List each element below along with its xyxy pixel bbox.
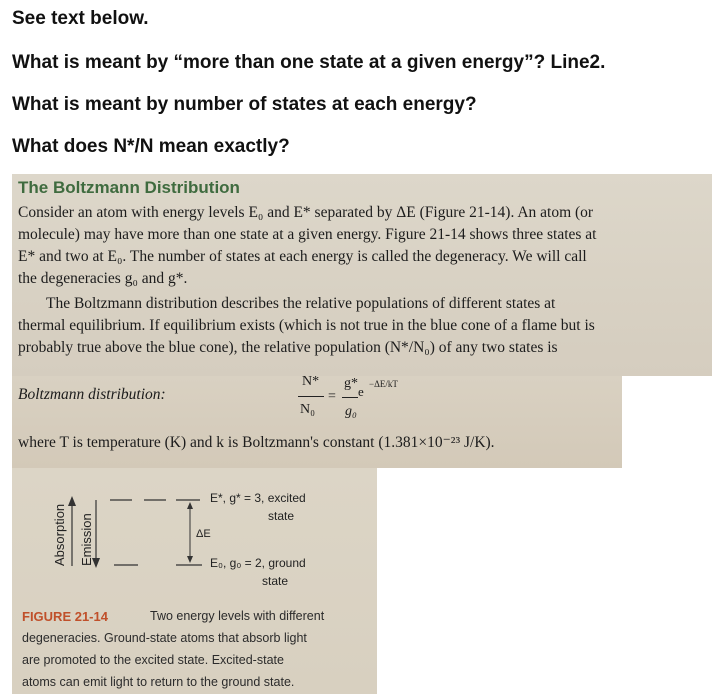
paragraph-line-3: E* and two at E₀. The number of states at each energy is called the degeneracy. We will call <box>18 248 587 265</box>
figure-caption-title: FIGURE 21-14 <box>22 609 108 624</box>
equation-exponential-base: e <box>358 384 364 399</box>
equation-denominator-right: g₀ <box>345 404 357 419</box>
question-3: What is meant by number of states at each energy? <box>12 94 477 115</box>
delta-e-arrowhead-top <box>187 502 193 509</box>
delta-e-label: ΔE <box>196 528 211 540</box>
figure-caption-line-1: Two energy levels with different <box>150 609 325 623</box>
figure-caption-line-2: degeneracies. Ground-state atoms that absorb light <box>22 631 307 645</box>
emission-label: Emission <box>79 513 94 566</box>
question-2: What is meant by “more than one state at a given energy”? Line2. <box>12 52 606 73</box>
paragraph-line-6: thermal equilibrium. If equilibrium exists (which is not true in the blue cone of a flame but is <box>18 317 595 334</box>
excited-state-label: E*, g* = 3, excited <box>210 491 306 505</box>
figure-caption-line-4: atoms can emit light to return to the ground state. <box>22 675 295 689</box>
question-4: What does N*/N mean exactly? <box>12 136 290 157</box>
paragraph-line-5: The Boltzmann distribution describes the relative populations of different states at <box>46 295 556 312</box>
equation-equals: = <box>328 389 336 404</box>
section-heading: The Boltzmann Distribution <box>18 178 240 197</box>
equation-denominator-left: N₀ <box>300 402 315 417</box>
ground-state-label: E₀, g₀ = 2, ground <box>210 556 306 570</box>
excited-state-label-2: state <box>268 509 295 523</box>
absorption-arrowhead <box>68 496 76 506</box>
question-1: See text below. <box>12 8 149 29</box>
equation-numerator-right: g* <box>344 376 358 391</box>
equation-numerator-left: N* <box>302 374 320 389</box>
equation-label: Boltzmann distribution: <box>18 386 166 403</box>
where-sentence: where T is temperature (K) and k is Boltzmann's constant (1.381×10⁻²³ J/K). <box>18 434 495 451</box>
absorption-label: Absorption <box>52 503 67 566</box>
paragraph-line-7: probably true above the blue cone), the relative population (N*/N₀) of any two states is <box>18 339 558 356</box>
paragraph-line-4: the degeneracies g₀ and g*. <box>18 270 188 287</box>
figure-caption-line-3: are promoted to the excited state. Excited-state <box>22 653 284 667</box>
delta-e-arrowhead-bottom <box>187 556 193 563</box>
equation-exponent: −ΔE/kT <box>369 379 398 389</box>
paragraph-line-2: molecule) may have more than one state at a given energy. Figure 21-14 shows three states at <box>18 226 597 243</box>
paragraph-line-1: Consider an atom with energy levels E₀ and E* separated by ΔE (Figure 21-14). An atom (or <box>18 204 594 221</box>
ground-state-label-2: state <box>262 574 289 588</box>
